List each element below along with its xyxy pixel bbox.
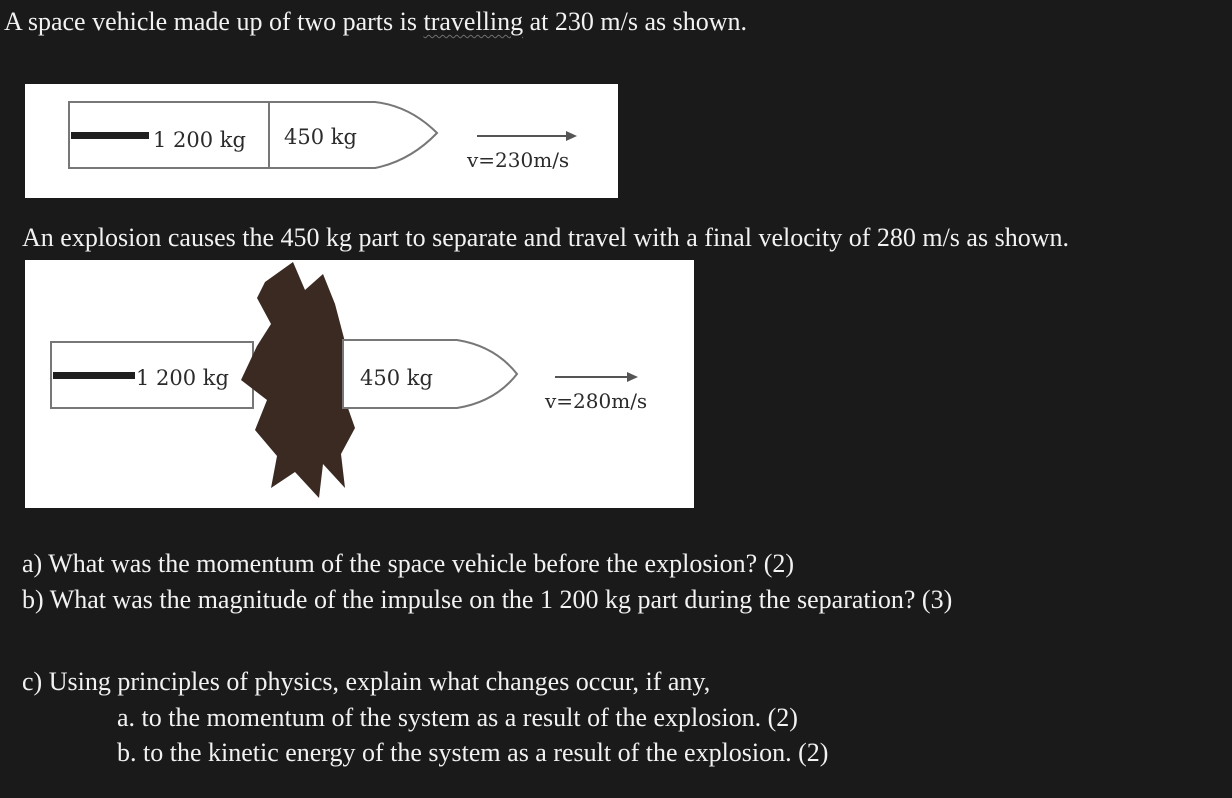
- velocity-arrow-head-icon: [566, 131, 577, 141]
- figure-vehicle-after: [25, 260, 694, 508]
- question-c: c) Using principles of physics, explain what changes occur, if any,: [22, 667, 711, 696]
- question-b: b) What was the magnitude of the impulse on the 1 200 kg part during the separation? (3): [22, 585, 953, 614]
- question-c-part-b: b. to the kinetic energy of the system as a result of the explosion. (2): [117, 738, 829, 767]
- rear-antenna-bar: [71, 132, 149, 139]
- intro-text: [4, 6, 747, 38]
- mass-label-front: 450 kg: [360, 366, 433, 390]
- question-c-part-a: a. to the momentum of the system as a result of the explosion. (2): [117, 703, 798, 732]
- spellcheck-flagged-word: travelling: [423, 7, 524, 36]
- intro-text-before: A space vehicle made up of two parts is: [4, 7, 424, 36]
- explosion-text: An explosion causes the 450 kg part to separate and travel with a final velocity of 280 m/s as shown.: [22, 223, 1069, 252]
- mass-label-rear: 1 200 kg: [136, 366, 229, 390]
- velocity-label: v=280m/s: [545, 389, 648, 413]
- velocity-arrow-head-icon: [627, 372, 638, 382]
- velocity-label: v=230m/s: [467, 148, 570, 172]
- mass-label-rear: 1 200 kg: [153, 128, 246, 152]
- rear-antenna-bar: [53, 372, 135, 379]
- mass-label-front: 450 kg: [284, 125, 357, 149]
- intro-text-after: at 230 m/s as shown.: [523, 7, 748, 36]
- explosion-burst-icon: [241, 262, 359, 498]
- figure-vehicle-before: [25, 84, 618, 198]
- question-a: a) What was the momentum of the space vehicle before the explosion? (2): [22, 549, 795, 578]
